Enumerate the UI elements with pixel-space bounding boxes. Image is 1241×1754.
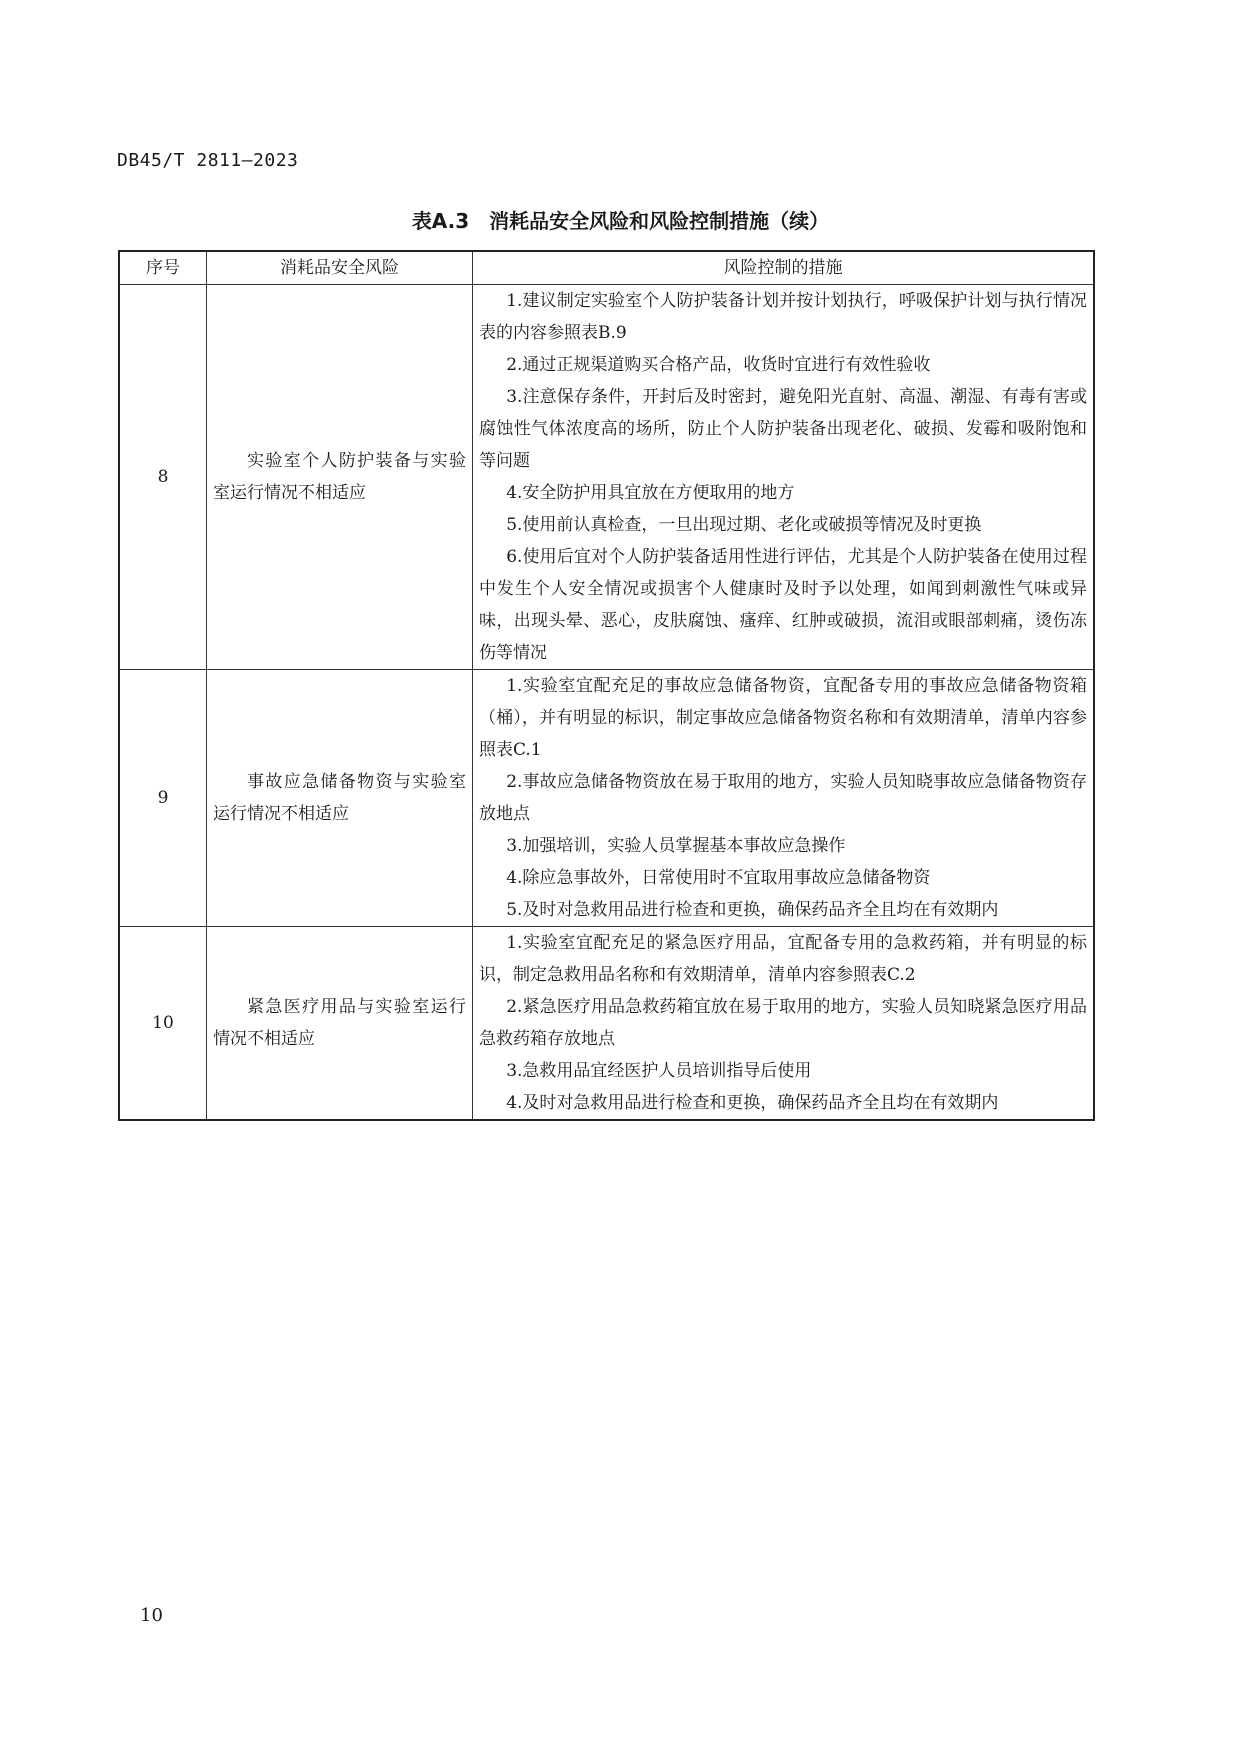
measure-item: 6.使用后宜对个人防护装备适用性进行评估，尤其是个人防护装备在使用过程中发生个人安全情况或损害个人健康时及时予以处理，如闻到刺激性气味或异味，出现头晕、恶心，皮肤腐蚀、瘙痒、红肿或破损，流泪或眼部刺痛，烫伤冻伤等情况 [479,547,1087,663]
measure-item: 4.除应急事故外，日常使用时不宜取用事故应急储备物资 [506,868,931,888]
measure-item: 1.建议制定实验室个人防护装备计划并按计划执行，呼吸保护计划与执行情况表的内容参照表B.9 [479,291,1087,343]
measures-cell [473,927,1095,1121]
table-title: 表A.3 消耗品安全风险和风险控制措施（续） [411,209,830,233]
measure-item: 1.实验室宜配充足的紧急医疗用品，宜配备专用的急救药箱，并有明显的标识，制定急救用品名称和有效期清单，清单内容参照表C.2 [479,933,1087,985]
row-number: 10 [119,927,207,1121]
column-header-risk: 消耗品安全风险 [207,251,473,285]
table-row [119,285,1094,670]
measure-item: 2.通过正规渠道购买合格产品，收货时宜进行有效性验收 [506,355,931,375]
measure-item: 3.注意保存条件，开封后及时密封，避免阳光直射、高温、潮湿、有毒有害或腐蚀性气体浓度高的场所，防止个人防护装备出现老化、破损、发霉和吸附饱和等问题 [479,387,1087,471]
measure-item: 1.实验室宜配充足的事故应急储备物资，宜配备专用的事故应急储备物资箱（桶），并有明显的标识，制定事故应急储备物资名称和有效期清单，清单内容参照表C.1 [479,676,1087,760]
measure-item: 5.使用前认真检查，一旦出现过期、老化或破损等情况及时更换 [506,515,982,535]
risk-description: 实验室个人防护装备与实验室运行情况不相适应 [207,285,473,670]
measures-cell [473,670,1095,927]
measure-item: 2.紧急医疗用品急救药箱宜放在易于取用的地方，实验人员知晓紧急医疗用品急救药箱存放地点 [479,997,1087,1049]
measure-item: 3.急救用品宜经医护人员培训指导后使用 [506,1061,812,1081]
risk-description: 事故应急储备物资与实验室运行情况不相适应 [207,670,473,927]
column-header-number: 序号 [119,251,207,285]
measures-cell [473,285,1095,670]
measure-item: 4.及时对急救用品进行检查和更换，确保药品齐全且均在有效期内 [506,1093,999,1113]
column-header-measures: 风险控制的措施 [473,251,1095,285]
table-row [119,670,1094,927]
measure-item: 4.安全防护用具宜放在方便取用的地方 [506,483,795,503]
risk-control-table [118,250,1095,1121]
page-number: 10 [140,1605,163,1626]
row-number: 8 [119,285,207,670]
measure-item: 5.及时对急救用品进行检查和更换，确保药品齐全且均在有效期内 [506,900,999,920]
risk-description: 紧急医疗用品与实验室运行情况不相适应 [207,927,473,1121]
document-code: DB45/T 2811—2023 [117,150,299,171]
table-header-row [119,251,1094,285]
measure-item: 3.加强培训，实验人员掌握基本事故应急操作 [506,836,846,856]
table-row [119,927,1094,1121]
row-number: 9 [119,670,207,927]
measure-item: 2.事故应急储备物资放在易于取用的地方，实验人员知晓事故应急储备物资存放地点 [479,772,1087,824]
